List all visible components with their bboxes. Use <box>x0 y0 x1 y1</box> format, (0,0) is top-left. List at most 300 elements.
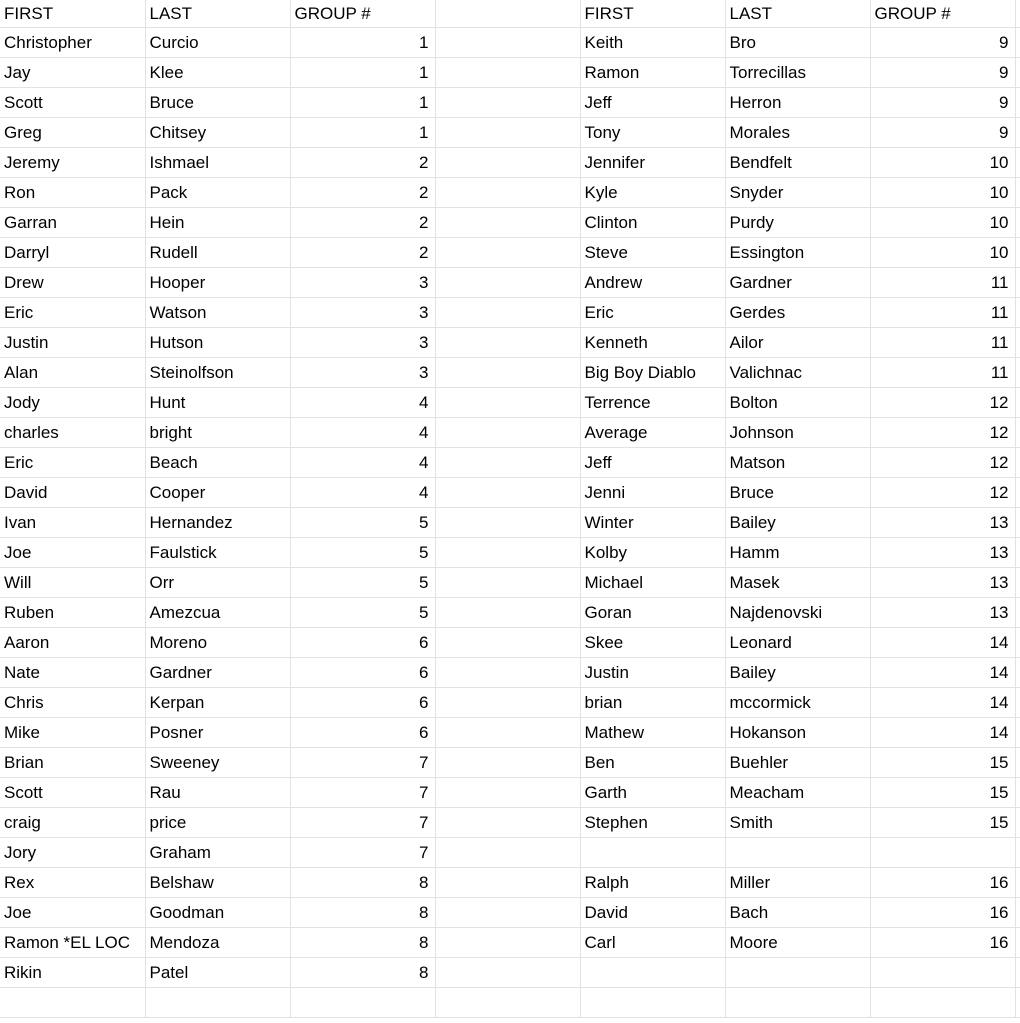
cell-left-last[interactable]: Orr <box>145 568 290 598</box>
cell-left-first[interactable]: Jeremy <box>0 148 145 178</box>
cell-left-last[interactable]: Chitsey <box>145 118 290 148</box>
header-cell-left-last[interactable]: LAST <box>145 0 290 28</box>
table-row <box>0 448 1020 478</box>
cell-left-blank[interactable] <box>435 178 580 208</box>
cell-left-group[interactable]: 3 <box>290 268 435 298</box>
cell-right-blank[interactable] <box>1015 178 1020 208</box>
cell-left-blank[interactable] <box>435 328 580 358</box>
cell-right-last[interactable]: Snyder <box>725 178 870 208</box>
cell-left-last[interactable]: Goodman <box>145 898 290 928</box>
cell-left-first[interactable]: Justin <box>0 328 145 358</box>
header-cell-right-last[interactable]: LAST <box>725 0 870 28</box>
cell-right-group[interactable]: 12 <box>870 448 1015 478</box>
cell-right-first[interactable] <box>580 958 725 988</box>
cell-right-last[interactable]: Bendfelt <box>725 148 870 178</box>
cell-left-last[interactable] <box>145 988 290 1018</box>
cell-right-group[interactable]: 10 <box>870 178 1015 208</box>
table-row <box>0 598 1020 628</box>
cell-left-first[interactable]: Jory <box>0 838 145 868</box>
cell-right-first[interactable]: Average <box>580 418 725 448</box>
cell-right-first[interactable]: David <box>580 898 725 928</box>
cell-right-group[interactable]: 13 <box>870 538 1015 568</box>
cell-left-first[interactable]: Jay <box>0 58 145 88</box>
cell-right-blank[interactable] <box>1015 538 1020 568</box>
cell-left-blank[interactable] <box>435 718 580 748</box>
cell-left-blank[interactable] <box>435 808 580 838</box>
table-row <box>0 538 1020 568</box>
cell-left-last[interactable]: Rudell <box>145 238 290 268</box>
cell-left-first[interactable]: Nate <box>0 658 145 688</box>
cell-right-group[interactable]: 12 <box>870 418 1015 448</box>
cell-right-blank[interactable] <box>1015 808 1020 838</box>
cell-left-group[interactable]: 7 <box>290 808 435 838</box>
cell-right-group[interactable]: 9 <box>870 58 1015 88</box>
cell-right-first[interactable]: Kenneth <box>580 328 725 358</box>
cell-right-last[interactable]: Miller <box>725 868 870 898</box>
cell-right-blank[interactable] <box>1015 238 1020 268</box>
cell-left-last[interactable]: Curcio <box>145 28 290 58</box>
cell-right-first[interactable]: Steve <box>580 238 725 268</box>
cell-right-first[interactable]: Eric <box>580 298 725 328</box>
cell-left-group[interactable]: 2 <box>290 178 435 208</box>
cell-right-first[interactable]: brian <box>580 688 725 718</box>
cell-right-group[interactable]: 11 <box>870 328 1015 358</box>
cell-left-first[interactable]: David <box>0 478 145 508</box>
table-row <box>0 928 1020 958</box>
cell-left-last[interactable]: Mendoza <box>145 928 290 958</box>
cell-left-group[interactable]: 5 <box>290 598 435 628</box>
cell-right-last[interactable]: Gardner <box>725 268 870 298</box>
cell-left-blank[interactable] <box>435 658 580 688</box>
cell-left-blank[interactable] <box>435 88 580 118</box>
cell-right-last[interactable]: Leonard <box>725 628 870 658</box>
cell-right-last[interactable]: Valichnac <box>725 358 870 388</box>
cell-right-group[interactable]: 15 <box>870 808 1015 838</box>
cell-left-group[interactable]: 2 <box>290 148 435 178</box>
cell-left-first[interactable] <box>0 988 145 1018</box>
cell-left-group[interactable]: 5 <box>290 508 435 538</box>
cell-left-group[interactable]: 7 <box>290 778 435 808</box>
cell-left-group[interactable]: 6 <box>290 658 435 688</box>
cell-left-last[interactable]: Pack <box>145 178 290 208</box>
cell-right-group[interactable]: 14 <box>870 628 1015 658</box>
cell-left-first[interactable]: Darryl <box>0 238 145 268</box>
cell-right-first[interactable]: Carl <box>580 928 725 958</box>
cell-left-group[interactable]: 5 <box>290 538 435 568</box>
cell-left-first[interactable]: craig <box>0 808 145 838</box>
cell-left-blank[interactable] <box>435 358 580 388</box>
cell-left-blank[interactable] <box>435 238 580 268</box>
cell-right-first[interactable]: Winter <box>580 508 725 538</box>
cell-left-last[interactable]: Posner <box>145 718 290 748</box>
cell-right-first[interactable]: Andrew <box>580 268 725 298</box>
cell-right-last[interactable]: Torrecillas <box>725 58 870 88</box>
cell-left-last[interactable]: Klee <box>145 58 290 88</box>
cell-left-blank[interactable] <box>435 748 580 778</box>
header-cell-left-blank[interactable] <box>435 0 580 28</box>
cell-right-last[interactable]: Bro <box>725 28 870 58</box>
cell-left-group[interactable]: 6 <box>290 688 435 718</box>
header-cell-left-first[interactable]: FIRST <box>0 0 145 28</box>
cell-right-blank[interactable] <box>1015 868 1020 898</box>
cell-right-group[interactable] <box>870 958 1015 988</box>
header-cell-left-group[interactable]: GROUP # <box>290 0 435 28</box>
cell-left-group[interactable]: 1 <box>290 58 435 88</box>
table-row <box>0 268 1020 298</box>
cell-left-blank[interactable] <box>435 598 580 628</box>
cell-left-blank[interactable] <box>435 478 580 508</box>
cell-left-blank[interactable] <box>435 538 580 568</box>
table-row <box>0 838 1020 868</box>
cell-right-last[interactable]: Bach <box>725 898 870 928</box>
cell-left-group[interactable]: 8 <box>290 958 435 988</box>
cell-left-group[interactable]: 6 <box>290 718 435 748</box>
cell-left-first[interactable]: Brian <box>0 748 145 778</box>
cell-left-last[interactable]: Hooper <box>145 268 290 298</box>
cell-right-blank[interactable] <box>1015 328 1020 358</box>
cell-right-first[interactable]: Ralph <box>580 868 725 898</box>
cell-right-blank[interactable] <box>1015 118 1020 148</box>
cell-left-blank[interactable] <box>435 898 580 928</box>
cell-left-last[interactable]: Watson <box>145 298 290 328</box>
cell-left-group[interactable]: 1 <box>290 118 435 148</box>
cell-right-blank[interactable] <box>1015 508 1020 538</box>
cell-left-first[interactable]: Ruben <box>0 598 145 628</box>
cell-left-first[interactable]: Joe <box>0 898 145 928</box>
cell-left-last[interactable]: Hutson <box>145 328 290 358</box>
table-row <box>0 778 1020 808</box>
cell-left-blank[interactable] <box>435 268 580 298</box>
cell-left-group[interactable]: 6 <box>290 628 435 658</box>
cell-right-group[interactable]: 10 <box>870 238 1015 268</box>
cell-left-last[interactable]: bright <box>145 418 290 448</box>
cell-left-group[interactable]: 7 <box>290 838 435 868</box>
cell-left-group[interactable]: 8 <box>290 868 435 898</box>
cell-left-first[interactable]: Eric <box>0 298 145 328</box>
cell-left-last[interactable]: Hernandez <box>145 508 290 538</box>
table-row <box>0 208 1020 238</box>
cell-left-first[interactable]: charles <box>0 418 145 448</box>
cell-right-blank[interactable] <box>1015 658 1020 688</box>
cell-right-last[interactable] <box>725 838 870 868</box>
cell-left-group[interactable] <box>290 988 435 1018</box>
cell-right-blank[interactable] <box>1015 688 1020 718</box>
cell-right-group[interactable]: 14 <box>870 688 1015 718</box>
cell-left-blank[interactable] <box>435 568 580 598</box>
cell-left-blank[interactable] <box>435 298 580 328</box>
cell-left-group[interactable]: 2 <box>290 238 435 268</box>
cell-left-first[interactable]: Scott <box>0 778 145 808</box>
cell-left-last[interactable]: Kerpan <box>145 688 290 718</box>
cell-left-blank[interactable] <box>435 928 580 958</box>
cell-right-group[interactable]: 13 <box>870 508 1015 538</box>
cell-left-first[interactable]: Christopher <box>0 28 145 58</box>
cell-left-first[interactable]: Joe <box>0 538 145 568</box>
cell-left-group[interactable]: 5 <box>290 568 435 598</box>
cell-right-group[interactable]: 15 <box>870 778 1015 808</box>
cell-left-first[interactable]: Ron <box>0 178 145 208</box>
cell-right-first[interactable]: Tony <box>580 118 725 148</box>
table-row <box>0 478 1020 508</box>
cell-right-group[interactable]: 13 <box>870 568 1015 598</box>
cell-right-last[interactable]: Bruce <box>725 478 870 508</box>
cell-right-blank[interactable] <box>1015 988 1020 1018</box>
cell-left-last[interactable]: Steinolfson <box>145 358 290 388</box>
cell-left-blank[interactable] <box>435 28 580 58</box>
cell-right-blank[interactable] <box>1015 358 1020 388</box>
cell-right-group[interactable] <box>870 988 1015 1018</box>
cell-right-last[interactable]: Moore <box>725 928 870 958</box>
table-row <box>0 568 1020 598</box>
cell-left-blank[interactable] <box>435 628 580 658</box>
cell-right-last[interactable]: Bailey <box>725 508 870 538</box>
cell-right-last[interactable]: Meacham <box>725 778 870 808</box>
cell-right-group[interactable]: 12 <box>870 388 1015 418</box>
cell-right-last[interactable]: Hokanson <box>725 718 870 748</box>
cell-right-group[interactable] <box>870 838 1015 868</box>
cell-right-first[interactable]: Kyle <box>580 178 725 208</box>
cell-right-last[interactable] <box>725 988 870 1018</box>
cell-right-blank[interactable] <box>1015 268 1020 298</box>
cell-right-group[interactable]: 15 <box>870 748 1015 778</box>
cell-right-last[interactable]: mccormick <box>725 688 870 718</box>
cell-right-blank[interactable] <box>1015 88 1020 118</box>
cell-right-last[interactable]: Najdenovski <box>725 598 870 628</box>
cell-right-blank[interactable] <box>1015 628 1020 658</box>
cell-left-first[interactable]: Ramon *EL LOC <box>0 928 145 958</box>
cell-right-first[interactable]: Clinton <box>580 208 725 238</box>
table-row <box>0 718 1020 748</box>
cell-right-blank[interactable] <box>1015 898 1020 928</box>
cell-right-blank[interactable] <box>1015 28 1020 58</box>
cell-right-blank[interactable] <box>1015 478 1020 508</box>
cell-left-last[interactable]: Moreno <box>145 628 290 658</box>
cell-right-group[interactable]: 11 <box>870 298 1015 328</box>
header-cell-right-group[interactable]: GROUP # <box>870 0 1015 28</box>
cell-left-first[interactable]: Alan <box>0 358 145 388</box>
cell-right-last[interactable]: Bailey <box>725 658 870 688</box>
cell-right-last[interactable]: Purdy <box>725 208 870 238</box>
header-row <box>0 0 1020 28</box>
cell-right-first[interactable]: Keith <box>580 28 725 58</box>
cell-right-first[interactable]: Michael <box>580 568 725 598</box>
cell-left-group[interactable]: 7 <box>290 748 435 778</box>
cell-left-blank[interactable] <box>435 778 580 808</box>
cell-left-last[interactable]: Rau <box>145 778 290 808</box>
table-row <box>0 628 1020 658</box>
cell-left-blank[interactable] <box>435 388 580 418</box>
cell-right-group[interactable]: 9 <box>870 88 1015 118</box>
cell-left-blank[interactable] <box>435 208 580 238</box>
cell-right-first[interactable]: Big Boy Diablo <box>580 358 725 388</box>
cell-right-blank[interactable] <box>1015 448 1020 478</box>
table-row <box>0 358 1020 388</box>
header-cell-right-blank[interactable] <box>1015 0 1020 28</box>
cell-right-blank[interactable] <box>1015 418 1020 448</box>
cell-left-group[interactable]: 4 <box>290 418 435 448</box>
cell-right-first[interactable]: Jennifer <box>580 148 725 178</box>
cell-right-blank[interactable] <box>1015 598 1020 628</box>
cell-left-group[interactable]: 1 <box>290 88 435 118</box>
cell-right-first[interactable]: Goran <box>580 598 725 628</box>
cell-right-last[interactable]: Johnson <box>725 418 870 448</box>
cell-left-first[interactable]: Garran <box>0 208 145 238</box>
cell-left-last[interactable]: Patel <box>145 958 290 988</box>
cell-right-blank[interactable] <box>1015 838 1020 868</box>
cell-right-last[interactable]: Smith <box>725 808 870 838</box>
cell-right-last[interactable]: Morales <box>725 118 870 148</box>
cell-right-blank[interactable] <box>1015 298 1020 328</box>
cell-left-group[interactable]: 3 <box>290 358 435 388</box>
cell-left-group[interactable]: 4 <box>290 478 435 508</box>
cell-left-blank[interactable] <box>435 688 580 718</box>
table-row <box>0 388 1020 418</box>
cell-right-blank[interactable] <box>1015 748 1020 778</box>
cell-left-first[interactable]: Ivan <box>0 508 145 538</box>
table-row <box>0 298 1020 328</box>
cell-right-first[interactable]: Justin <box>580 658 725 688</box>
cell-left-first[interactable]: Mike <box>0 718 145 748</box>
cell-right-first[interactable]: Ramon <box>580 58 725 88</box>
cell-right-first[interactable]: Jeff <box>580 88 725 118</box>
cell-right-first[interactable]: Skee <box>580 628 725 658</box>
cell-right-last[interactable]: Gerdes <box>725 298 870 328</box>
cell-right-first[interactable]: Stephen <box>580 808 725 838</box>
cell-left-first[interactable]: Rex <box>0 868 145 898</box>
table-row <box>0 58 1020 88</box>
cell-left-blank[interactable] <box>435 118 580 148</box>
cell-left-group[interactable]: 3 <box>290 328 435 358</box>
cell-right-first[interactable] <box>580 838 725 868</box>
cell-left-blank[interactable] <box>435 448 580 478</box>
cell-left-last[interactable]: Cooper <box>145 478 290 508</box>
cell-left-last[interactable]: Amezcua <box>145 598 290 628</box>
cell-left-blank[interactable] <box>435 838 580 868</box>
cell-left-last[interactable]: Ishmael <box>145 148 290 178</box>
cell-left-group[interactable]: 2 <box>290 208 435 238</box>
cell-left-blank[interactable] <box>435 508 580 538</box>
cell-left-last[interactable]: Faulstick <box>145 538 290 568</box>
table-row <box>0 748 1020 778</box>
cell-right-blank[interactable] <box>1015 388 1020 418</box>
cell-right-first[interactable]: Terrence <box>580 388 725 418</box>
cell-right-group[interactable]: 12 <box>870 478 1015 508</box>
cell-right-first[interactable]: Garth <box>580 778 725 808</box>
cell-left-first[interactable]: Scott <box>0 88 145 118</box>
cell-left-first[interactable]: Chris <box>0 688 145 718</box>
cell-left-last[interactable]: Belshaw <box>145 868 290 898</box>
cell-right-group[interactable]: 10 <box>870 208 1015 238</box>
cell-left-first[interactable]: Drew <box>0 268 145 298</box>
cell-right-group[interactable]: 14 <box>870 718 1015 748</box>
cell-left-group[interactable]: 8 <box>290 928 435 958</box>
cell-left-last[interactable]: Sweeney <box>145 748 290 778</box>
cell-right-group[interactable]: 16 <box>870 868 1015 898</box>
cell-left-group[interactable]: 4 <box>290 388 435 418</box>
table-row <box>0 418 1020 448</box>
cell-right-group[interactable]: 13 <box>870 598 1015 628</box>
cell-right-last[interactable]: Masek <box>725 568 870 598</box>
cell-left-blank[interactable] <box>435 418 580 448</box>
cell-left-blank[interactable] <box>435 958 580 988</box>
cell-right-group[interactable]: 11 <box>870 358 1015 388</box>
cell-right-blank[interactable] <box>1015 928 1020 958</box>
table-row <box>0 808 1020 838</box>
cell-left-first[interactable]: Greg <box>0 118 145 148</box>
table-row <box>0 508 1020 538</box>
cell-left-first[interactable]: Eric <box>0 448 145 478</box>
table-row <box>0 658 1020 688</box>
cell-left-last[interactable]: Gardner <box>145 658 290 688</box>
cell-left-group[interactable]: 1 <box>290 28 435 58</box>
cell-left-last[interactable]: price <box>145 808 290 838</box>
cell-right-group[interactable]: 9 <box>870 28 1015 58</box>
cell-left-first[interactable]: Aaron <box>0 628 145 658</box>
cell-right-last[interactable]: Buehler <box>725 748 870 778</box>
cell-right-group[interactable]: 10 <box>870 148 1015 178</box>
cell-right-first[interactable]: Kolby <box>580 538 725 568</box>
cell-right-blank[interactable] <box>1015 778 1020 808</box>
table-row <box>0 118 1020 148</box>
cell-left-first[interactable]: Will <box>0 568 145 598</box>
cell-right-last[interactable]: Matson <box>725 448 870 478</box>
cell-right-group[interactable]: 14 <box>870 658 1015 688</box>
cell-right-blank[interactable] <box>1015 718 1020 748</box>
header-cell-right-first[interactable]: FIRST <box>580 0 725 28</box>
table-row <box>0 898 1020 928</box>
cell-right-blank[interactable] <box>1015 148 1020 178</box>
cell-right-last[interactable]: Essington <box>725 238 870 268</box>
cell-right-first[interactable]: Mathew <box>580 718 725 748</box>
cell-left-blank[interactable] <box>435 868 580 898</box>
cell-right-group[interactable]: 16 <box>870 898 1015 928</box>
cell-left-last[interactable]: Hunt <box>145 388 290 418</box>
cell-left-blank[interactable] <box>435 58 580 88</box>
table-row <box>0 28 1020 58</box>
cell-right-blank[interactable] <box>1015 568 1020 598</box>
cell-right-last[interactable] <box>725 958 870 988</box>
cell-left-first[interactable]: Rikin <box>0 958 145 988</box>
cell-left-last[interactable]: Beach <box>145 448 290 478</box>
cell-left-last[interactable]: Hein <box>145 208 290 238</box>
table-row <box>0 688 1020 718</box>
cell-left-last[interactable]: Graham <box>145 838 290 868</box>
cell-right-last[interactable]: Bolton <box>725 388 870 418</box>
cell-right-group[interactable]: 16 <box>870 928 1015 958</box>
cell-right-group[interactable]: 11 <box>870 268 1015 298</box>
cell-right-last[interactable]: Herron <box>725 88 870 118</box>
cell-right-last[interactable]: Hamm <box>725 538 870 568</box>
cell-right-last[interactable]: Ailor <box>725 328 870 358</box>
cell-left-group[interactable]: 8 <box>290 898 435 928</box>
cell-left-blank[interactable] <box>435 148 580 178</box>
cell-left-last[interactable]: Bruce <box>145 88 290 118</box>
cell-left-group[interactable]: 4 <box>290 448 435 478</box>
cell-right-blank[interactable] <box>1015 58 1020 88</box>
cell-right-first[interactable]: Ben <box>580 748 725 778</box>
table-row <box>0 328 1020 358</box>
table-row <box>0 88 1020 118</box>
cell-left-first[interactable]: Jody <box>0 388 145 418</box>
cell-left-group[interactable]: 3 <box>290 298 435 328</box>
cell-right-group[interactable]: 9 <box>870 118 1015 148</box>
cell-right-first[interactable] <box>580 988 725 1018</box>
cell-right-first[interactable]: Jenni <box>580 478 725 508</box>
cell-left-blank[interactable] <box>435 988 580 1018</box>
cell-right-blank[interactable] <box>1015 208 1020 238</box>
cell-right-first[interactable]: Jeff <box>580 448 725 478</box>
cell-right-blank[interactable] <box>1015 958 1020 988</box>
